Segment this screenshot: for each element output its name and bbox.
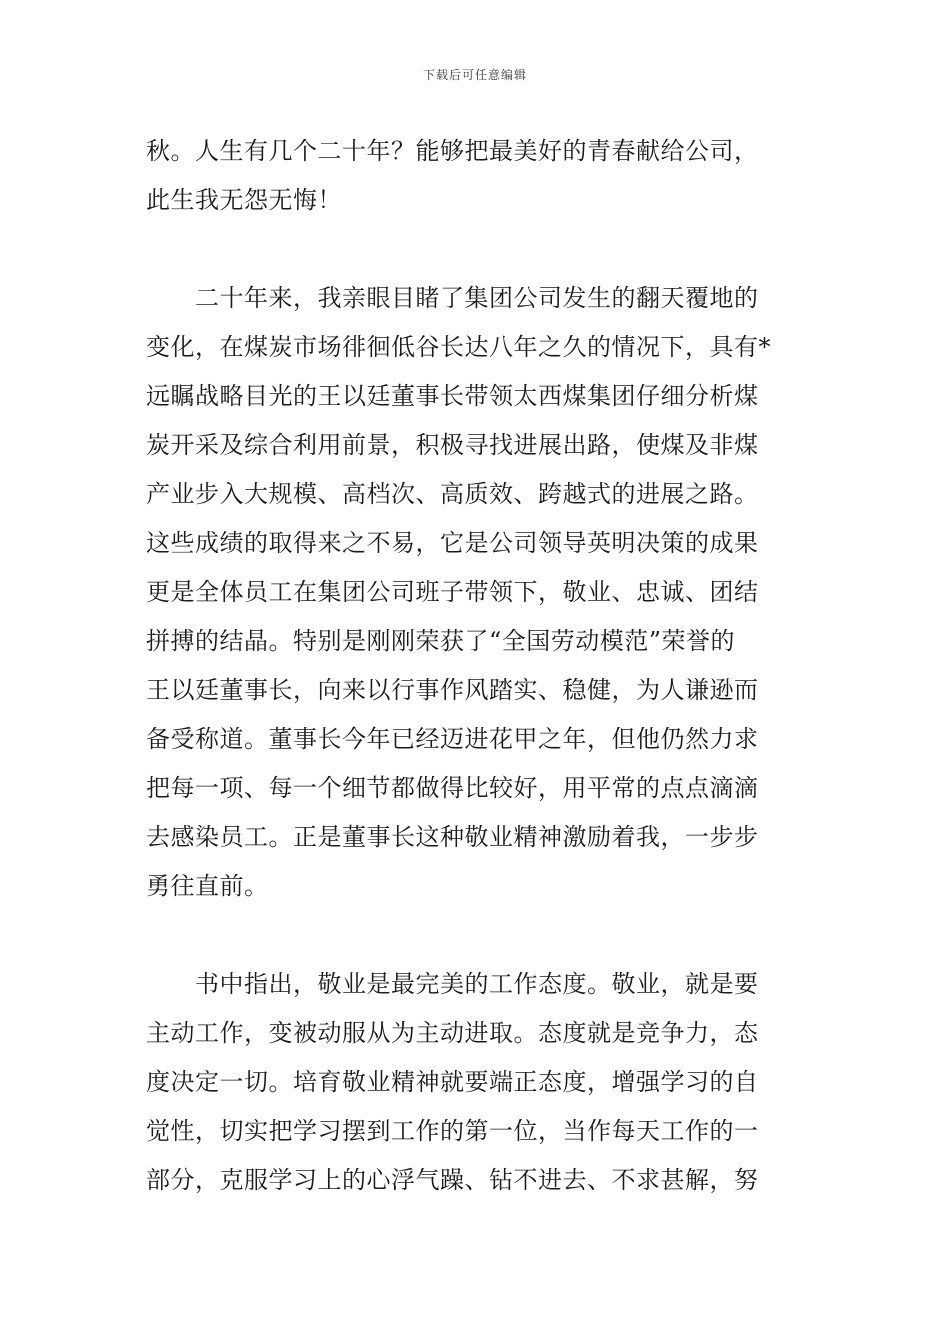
document-body xyxy=(146,127,811,1205)
text-line: 度决定一切。培育敬业精神就要端正态度，增强学习的自 xyxy=(146,1068,759,1096)
paragraph xyxy=(146,274,811,911)
text-line: 王以廷董事长，向来以行事作风踏实、稳健，为人谦逊而 xyxy=(146,676,759,704)
paragraph-spacer xyxy=(146,911,811,960)
page-header: 下载后可任意编辑 xyxy=(422,68,527,82)
text-line: 去感染员工。正是董事长这种敬业精神激励着我，一步步 xyxy=(146,823,759,851)
text-line: 此生我无怨无悔！ xyxy=(146,186,342,214)
text-line: 远瞩战略目光的王以廷董事长带领太西煤集团仔细分析煤 xyxy=(146,382,759,410)
paragraph xyxy=(146,127,811,225)
text-line: 拼搏的结晶。特别是刚刚荣获了“全国劳动模范”荣誉的 xyxy=(146,627,736,655)
paragraph xyxy=(146,960,811,1205)
text-line: 备受称道。董事长今年已经迈进花甲之年，但他仍然力求 xyxy=(146,725,759,753)
text-line: 炭开采及综合利用前景，积极寻找进展出路，使煤及非煤 xyxy=(146,431,759,459)
text-line: 把每一项、每一个细节都做得比较好，用平常的点点滴滴 xyxy=(146,774,759,802)
text-line: 书中指出，敬业是最完美的工作态度。敬业，就是要 xyxy=(146,970,759,998)
text-line: 秋。人生有几个二十年？能够把最美好的青春献给公司， xyxy=(146,137,759,165)
text-line: 产业步入大规模、高档次、高质效、跨越式的进展之路。 xyxy=(146,480,759,508)
text-line: 更是全体员工在集团公司班子带领下，敬业、忠诚、团结 xyxy=(146,578,759,606)
text-line: 变化，在煤炭市场徘徊低谷长达八年之久的情况下，具有* xyxy=(146,333,771,361)
text-line: 二十年来，我亲眼目睹了集团公司发生的翻天覆地的 xyxy=(146,284,759,312)
paragraph-spacer xyxy=(146,225,811,274)
text-line: 主动工作，变被动服从为主动进取。态度就是竞争力，态 xyxy=(146,1019,759,1047)
text-line: 觉性，切实把学习摆到工作的第一位，当作每天工作的一 xyxy=(146,1117,759,1145)
text-line: 部分，克服学习上的心浮气躁、钻不进去、不求甚解，努 xyxy=(146,1166,759,1194)
text-line: 这些成绩的取得来之不易，它是公司领导英明决策的成果 xyxy=(146,529,759,557)
text-line: 勇往直前。 xyxy=(146,872,269,900)
